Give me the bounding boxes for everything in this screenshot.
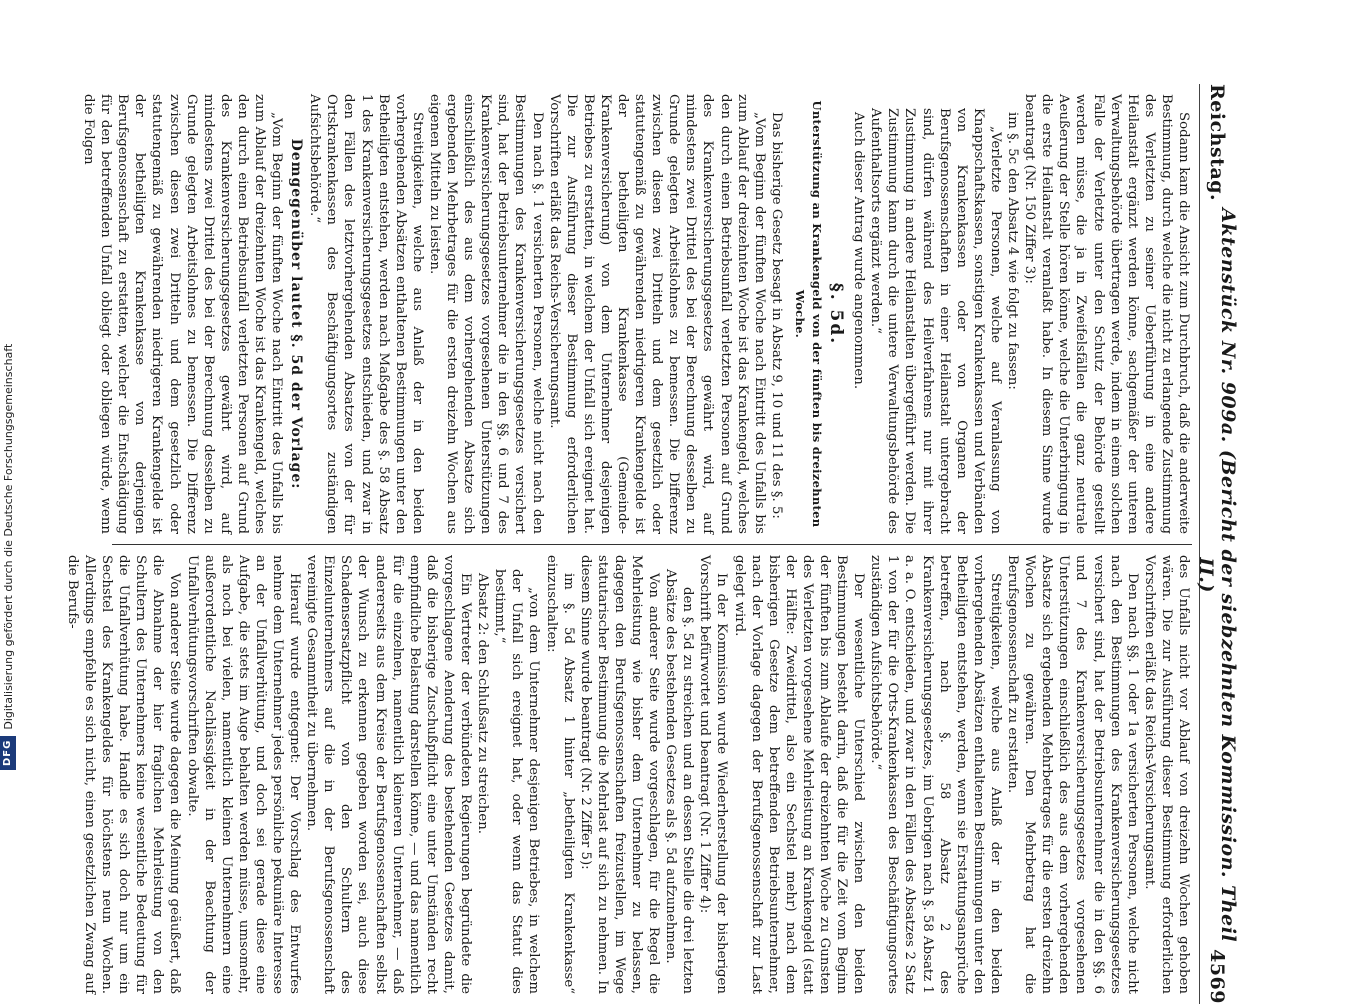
section-heading: §. 5d. (826, 282, 847, 346)
paragraph: „Vom Beginn der fünften Woche nach Eintritt des Unfalls bis zum Ablauf der dreizehnten Woche ist das Krankengeld, welches den durch einen Betriebsunfall verletzten Personen auf Grund des Krankenversicherungsgesetzes gewährt wird, auf mindestens zwei Drittel des bei der Berechnung desselben zu Grunde gelegten Arbeitslohnes zu bemessen. Die Differenz zwischen diesen zwei Dritteln und dem gesetzlich oder statutengemäß zu gewährenden niedrigeren Krankengelde ist der betheiligten Krankenkasse (Gemeinde-Krankenversicherung) von dem Unternehmer desjenigen Betriebes zu erstatten, in welchem der Unfall sich ereignet hat. Die zur Ausführung dieser Bestimmung erforderlichen Vorschriften erläßt das Reichs-Versicherungsamt. (546, 94, 767, 534)
quote-paragraph: den §. 5d zu streichen und an dessen Stelle die drei letzten Absätze des bestehenden Gesetzes als §. 5d aufzunehmen. (663, 569, 696, 994)
header-left: Reichstag. (1206, 84, 1228, 202)
funding-imprint (0, 230, 18, 770)
text-columns (64, 84, 1192, 1004)
right-column (64, 544, 1192, 1004)
paragraph: Das bisherige Gesetz besagt in Absatz 9, 10 und 11 des §. 5: (768, 112, 784, 519)
paragraph: im §. 5d Absatz 1 hinter „betheiligten Krankenkasse“ einzuschalten: (543, 555, 576, 994)
header-title: Aktenstück Nr. 909a. (Bericht der siebzehnten Kommission. Theil II.) (1195, 208, 1239, 943)
page-header (1195, 84, 1239, 1004)
paragraph: Auch dieser Antrag wurde angenommen. (851, 112, 867, 390)
paragraph: im §. 5c den Absatz 4 wie folgt zu fassen: (1005, 112, 1021, 390)
quote-paragraph: „von dem Unternehmer desjenigen Betriebes, in welchem der Unfall sich ereignet hat, oder wenn das Statut dies bestimmt,“ (492, 569, 542, 994)
paragraph: des Unfalls nicht vor Ablauf von dreizehn Wochen gehoben wären. Die zur Ausführung dieser Bestimmung erforderlichen Vorschriften erläßt das Reichs-Versicherungsamt. (1141, 555, 1191, 994)
paragraph: Von anderer Seite wurde dagegen die Meinung geäußert, daß die Abnahme der hier fraglichen Mehrleistung von den Schultern des Unternehmers keine wesentliche Bedeutung für die Unfallverhütung habe. Handle es sich doch nur um ein Sechstel des Krankengeldes für höchstens neun Wochen. Allerdings empfehle es sich nicht, einen gesetzlichen Zwang auf die Berufs- (64, 555, 183, 994)
paragraph: Sodann kam die Ansicht zum Durchbruch, daß die anderweite Bestimmung, durch welche die nicht zu erlangende Zustimmung des Verletzten zu seiner Ueberführung in eine andere Heilanstalt ergänzt werden könne, sachgemäßer der unteren Verwaltungsbehörde übertragen werde, indem in einem solchen Falle der Verletzte unter den Schutz der Behörde gestellt werden müsse, die ja in Zweifelsfällen die ganz neutrale Aeußerung der Stelle hören könne, welche die Unterbringung in die erste Heilanstalt veranlaßt habe. In diesem Sinne wurde beantragt (Nr. 150 Ziffer 3): (1022, 94, 1191, 534)
quote-paragraph: „Verletzte Personen, welche auf Veranlassung von Knappschaftskassen, sonstigen Krankenkassen und Verbänden von Krankenkassen oder von Organen der Berufsgenossenschaften in einer Heilanstalt untergebracht sind, dürfen während des Heilverfahrens nur mit ihrer Zustimmung in andere Heilanstalten übergeführt werden. Die Zustimmung kann durch die untere Verwaltungsbehörde des Aufenthaltsorts ergänzt werden.“ (868, 108, 1003, 534)
paragraph: Hierauf wurde entgegnet: Der Vorschlag des Entwurfes nehme dem Unternehmer jedes persönliche pekuniäre Interesse an der Unfallverhütung, und doch sei gerade diese eine Aufgabe, die stets im Auge behalten werden müsse, umsomehr, als noch bei vielen, namentlich kleinen Unternehmern eine außerordentliche Nachlässigkeit in der Beachtung der Unfallverhütungsvorschriften obwalte. (184, 555, 303, 994)
section-subtitle: Unterstützung an Krankengeld von der fünften bis dreizehnten Woche. (792, 100, 825, 528)
paragraph: Der wesentliche Unterschied zwischen den beiden Bestimmungen besteht darin, daß die für die Zeit vom Beginn der fünften bis zum Ablaufe der dreizehnten Woche zu Gunsten des Verletzten vorgesehene Mehrleistung an Krankengeld (statt der Hälfte: Zweidrittel, also ein Sechstel mehr) nach dem bisherigen Gesetze dem betreffenden Betriebsunternehmer, nach der Vorlage dagegen der Berufsgenossenschaft zur Last gelegt wird. (731, 555, 867, 994)
bold-heading: Demgegenüber lautet §. 5d der Vorlage: (288, 138, 305, 490)
left-column (81, 84, 1192, 544)
paragraph: Von anderer Seite wurde vorgeschlagen, für die Regel die Mehrleistung wie bisher dem Unternehmer zu belassen, dagegen den Berufsgenossenschaften freizustellen, im Wege statutarischer Bestimmung die Mehrlast auf sich zu nehmen. In diesem Sinne wurde beantragt (Nr. 2 Ziffer 5): (577, 555, 662, 994)
paragraph: Streitigkeiten, welche aus Anlaß der in den beiden vorhergehenden Absätzen enthaltenen Bestimmungen unter den Betheiligten entstehen, werden, wenn sie Erstattungsansprüche betreffen, nach §. 58 Absatz 2 des Krankenversicherungsgesetzes, im Uebrigen nach §. 58 Absatz 1 a. a. O. entschieden, und zwar in den Fällen des Absatzes 2 Satz 1 von der für die Orts-Krankenkassen des Beschäftigungsortes zuständigen Aufsichtsbehörde.“ (868, 555, 1003, 994)
paragraph: „Vom Beginn der fünften Woche nach Eintritt des Unfalls bis zum Ablauf der dreizehnten Woche ist das Krankengeld, welches den durch einen Betriebsunfall verletzten Personen auf Grund des Krankenversicherungsgesetzes gewährt wird, auf mindestens zwei Drittel des bei der Berechnung desselben zu Grunde gelegten Arbeitslohnes zu bemessen. Die Differenz zwischen diesen zwei Dritteln und dem gesetzlich oder statutengemäß zu gewährenden niedrigeren Krankengelde ist der betheiligten Krankenkasse von derjenigen Berufsgenossenschaft zu erstatten, welcher die Entschädigung für den betreffenden Unfall obliegt oder obliegen würde, wenn die Folgen (81, 94, 285, 534)
paragraph: In der Kommission wurde Wiederherstellung der bisherigen Vorschrift befürwortet und beantragt (Nr. 1 Ziffer 4): (697, 555, 730, 994)
paragraph: Streitigkeiten, welche aus Anlaß der in den beiden vorhergehenden Absätzen enthaltenen Bestimmungen unter den Betheiligten entstehen, werden nach Maßgabe des §. 58 Absatz 1 des Krankenversicherungsgesetzes entschieden, und zwar in den Fällen des letztvorhergehenden Absatzes von der für Ortskrankenkassen des Beschäftigungsortes zuständigen Aufsichtsbehörde.“ (307, 94, 425, 534)
page-number: 4569 (1206, 949, 1228, 1004)
imprint-text: Digitalisierung gefördert durch die Deutsche Forschungsgemeinschaft (1, 343, 15, 730)
paragraph: Ein Vertreter der verbündeten Regierungen begründete die vorgeschlagene Aenderung des bestehenden Gesetzes damit, daß die bisherige Zuschußpflicht eine unter Umständen recht empfindliche Belastung darstellen könne, — und das namentlich für die einzelnen, namentlich kleineren Unternehmer, — daß andererseits aus dem Kreise der Berufsgenossenschaften selbst der Wunsch zu erkennen gegeben worden sei, auch diese Schadensersatzpflicht von den Schultern des Einzelunternehmers auf die in der Berufsgenossenschaft vereinigte Gesammtheit zu übernehmen. (304, 555, 474, 994)
scan-edge (1345, 0, 1353, 1000)
document-page (64, 84, 1239, 1004)
paragraph: Den nach §§. 1 oder 1a versicherten Personen, welche nicht nach den Bestimmungen des Krankenversicherungsgesetzes versichert sind, hat der Betriebsunternehmer die in den §§. 6 und 7 des Krankenversicherungsgesetzes vorgesehenen Unterstützungen einschließlich des aus dem vorhergehenden Absatze sich ergebenden Mehrbetrages für die ersten dreizehn Wochen zu gewähren. Den Mehrbetrag hat die Berufsgenossenschaft zu erstatten. (1005, 555, 1140, 994)
paragraph: Den nach §. 1 versicherten Personen, welche nicht nach den Bestimmungen des Krankenversicherungsgesetzes versichert sind, hat der Betriebsunternehmer die in den §§. 6 und 7 des Krankenversicherungsgesetzes vorgesehenen Unterstützungen einschließlich des aus dem vorhergehenden Absatze sich ergebenden Mehrbetrages für die ersten dreizehn Wochen aus eigenen Mitteln zu leisten. (426, 94, 545, 534)
paragraph: Absatz 2: den Schlußsatz zu streichen. (475, 573, 491, 835)
dfg-logo: DFG (0, 736, 16, 770)
